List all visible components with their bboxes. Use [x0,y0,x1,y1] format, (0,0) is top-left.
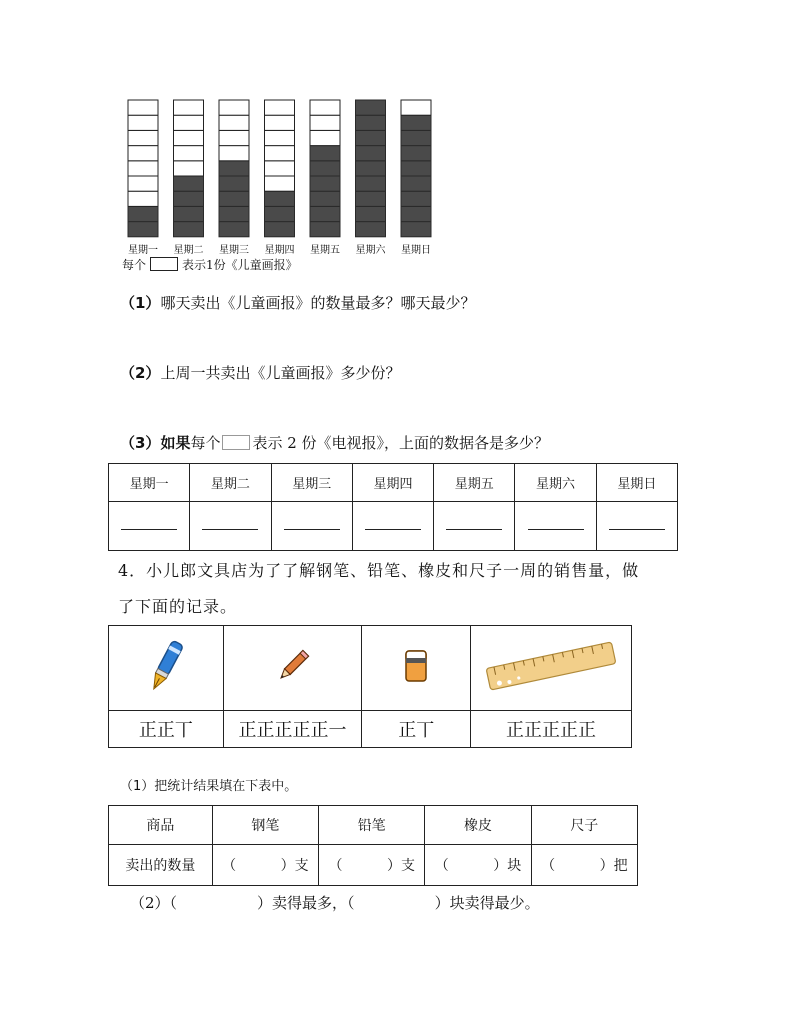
bar-cell-filled [401,146,431,161]
bar-cell-filled [310,191,340,206]
sub-question-2: （2）（ ）卖得最多，（ ）块卖得最少。 [130,894,540,912]
bar-cell-empty [265,115,295,130]
bar-cell-empty [265,176,295,191]
bar-cell-filled [310,206,340,221]
cell-symbol-icon [222,435,250,450]
day-header: 星期日 [596,464,677,502]
day-header: 星期四 [352,464,433,502]
bar-cell-filled [310,161,340,176]
bar-cell-empty [174,100,204,115]
sub-question-1: （1）把统计结果填在下表中。 [120,779,298,794]
bar-cell-filled [356,115,386,130]
bar-cell-filled [356,222,386,237]
ruler-cell [471,626,632,711]
bar-cell-filled [356,206,386,221]
bar-cell-empty [219,130,249,145]
bar-cell-filled [310,222,340,237]
bar-cell-filled [356,191,386,206]
bar-cell-empty [265,146,295,161]
day-header: 星期五 [434,464,515,502]
bar-cell-empty [128,100,158,115]
bar-cell-filled [401,222,431,237]
bar-cell-filled [174,191,204,206]
bar-cell-empty [128,191,158,206]
bar-7 [401,100,431,237]
result-blank[interactable]: （ ）把 [531,845,637,886]
bar-cell-empty [128,130,158,145]
bar-cell-filled [401,130,431,145]
day-header: 星期二 [190,464,271,502]
bar-1 [128,100,158,237]
bar-cell-empty [174,161,204,176]
bar-cell-empty [219,115,249,130]
bar-cell-empty [310,100,340,115]
legend-prefix: 每个 [122,258,147,272]
bar-cell-filled [310,146,340,161]
bar-cell-empty [174,146,204,161]
x-tick-label: 星期二 [173,244,204,256]
fountain-pen-icon [146,636,186,696]
bar-cell-filled [219,191,249,206]
bar-cell-empty [219,100,249,115]
bar-cell-filled [174,222,204,237]
bar-cell-empty [265,100,295,115]
day-header: 星期三 [271,464,352,502]
bar-cell-filled [356,130,386,145]
bar-cell-filled [401,206,431,221]
tally-table [108,625,632,748]
x-tick-label: 星期三 [219,244,249,256]
bar-cell-empty [174,130,204,145]
bar-cell-empty [128,176,158,191]
result-blank[interactable]: （ ）块 [425,845,531,886]
problem-4-line-1: 4．小儿郎文具店为了了解钢笔、铅笔、橡皮和尺子一周的销售量，做 [118,561,640,580]
ruler-icon [483,641,619,691]
result-header: 橡皮 [425,806,531,845]
answer-blank[interactable] [109,502,190,551]
eraser-icon [403,649,429,683]
result-table [108,805,638,886]
pencil-cell [223,626,362,711]
bar-cell-filled [356,176,386,191]
bar-cell-filled [401,176,431,191]
question-2: （2）上周一共卖出《儿童画报》多少份？ [120,364,401,382]
eraser-tally: 正丅 [362,711,471,748]
x-tick-label: 星期一 [128,244,158,256]
question-3: （3）如果每个 表示 2 份《电视报》，上面的数据各是多少？ [120,434,550,452]
bar-cell-filled [310,176,340,191]
bar-2 [174,100,204,237]
x-tick-label: 星期四 [264,244,295,256]
answer-blank[interactable] [271,502,352,551]
result-blank[interactable]: （ ）支 [319,845,425,886]
ruler-tally: 正正正正正 [471,711,632,748]
bar-cell-filled [356,161,386,176]
bar-cell-filled [356,146,386,161]
bar-cell-filled [401,191,431,206]
legend-cell-icon [150,257,178,271]
bar-cell-empty [219,146,249,161]
x-tick-label: 星期六 [355,244,386,256]
bar-cell-empty [265,130,295,145]
bar-3 [219,100,249,237]
bar-cell-empty [174,115,204,130]
bar-cell-empty [128,161,158,176]
bar-cell-empty [310,115,340,130]
bar-cell-filled [265,222,295,237]
pen-tally: 正正丅 [109,711,224,748]
problem-4-line-2: 了下面的记录。 [118,597,238,616]
bar-cell-filled [219,161,249,176]
bar-cell-filled [265,191,295,206]
bar-6 [356,100,386,237]
bar-cell-empty [128,146,158,161]
pencil-icon [273,646,313,686]
result-row-label: 卖出的数量 [109,845,213,886]
x-tick-label: 星期日 [401,244,431,256]
result-blank[interactable]: （ ）支 [212,845,318,886]
legend-suffix: 表示1份《儿童画报》 [182,258,298,272]
days-answer-table [108,463,678,551]
bar-cell-empty [401,100,431,115]
bar-cell-filled [174,206,204,221]
bar-cell-filled [356,100,386,115]
answer-blank[interactable] [190,502,271,551]
bar-cell-filled [265,206,295,221]
result-header: 钢笔 [212,806,318,845]
bar-cell-empty [128,115,158,130]
bar-cell-filled [219,222,249,237]
result-header: 铅笔 [319,806,425,845]
result-header: 尺子 [531,806,637,845]
pencil-tally: 正正正正正一 [223,711,362,748]
answer-blank[interactable] [352,502,433,551]
result-header: 商品 [109,806,213,845]
bar-cell-empty [265,161,295,176]
bar-cell-filled [401,115,431,130]
bar-cell-filled [128,222,158,237]
bar-cell-filled [219,176,249,191]
answer-blank[interactable] [434,502,515,551]
question-1: （1）哪天卖出《儿童画报》的数量最多？哪天最少？ [120,294,476,312]
day-header: 星期六 [515,464,596,502]
pen-cell [109,626,224,711]
bar-cell-filled [128,206,158,221]
bar-cell-empty [310,130,340,145]
bar-cell-filled [174,176,204,191]
eraser-cell [362,626,471,711]
pictograph-chart [118,90,448,272]
answer-blank[interactable] [515,502,596,551]
day-header: 星期一 [109,464,190,502]
answer-blank[interactable] [596,502,677,551]
bar-cell-filled [401,161,431,176]
chart-legend [122,256,298,273]
bar-5 [310,100,340,237]
bar-cell-filled [219,206,249,221]
bar-4 [265,100,295,237]
x-tick-label: 星期五 [310,244,340,256]
